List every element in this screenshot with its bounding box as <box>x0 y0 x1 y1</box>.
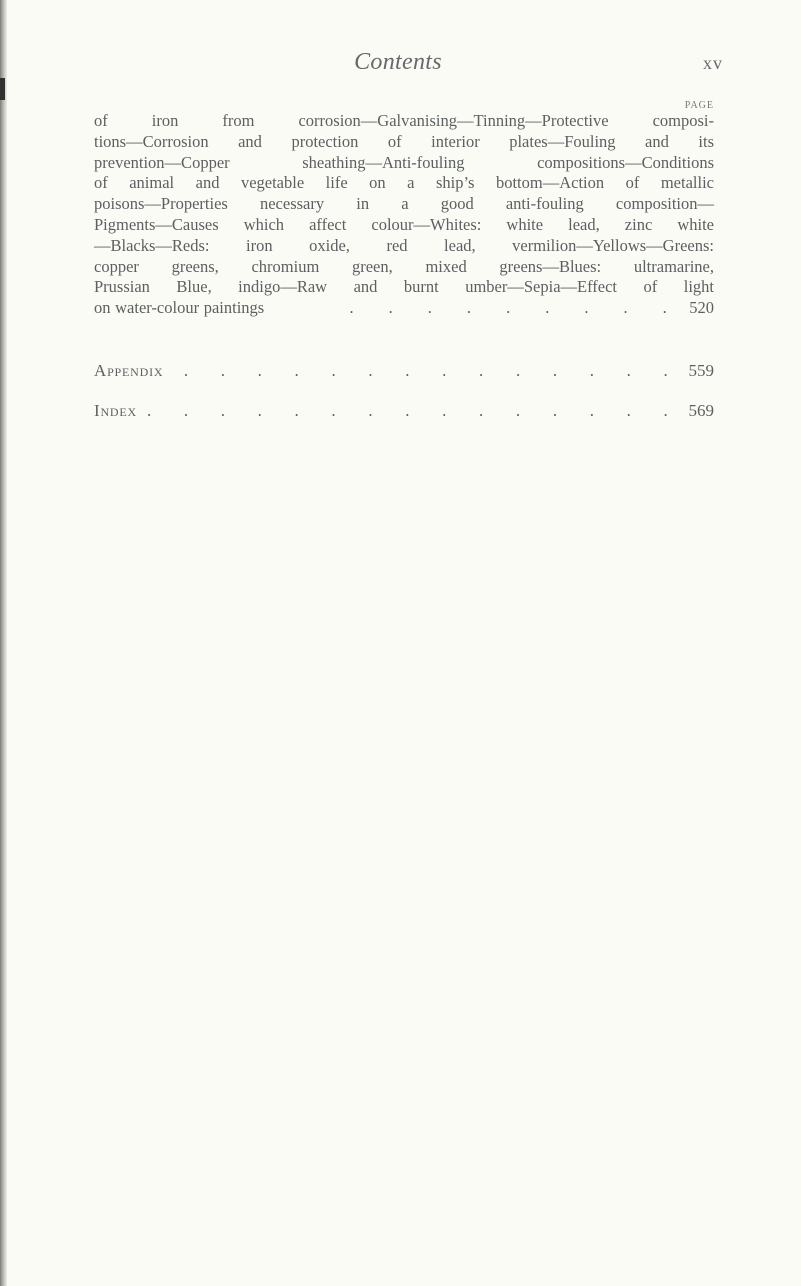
chapter-entry <box>94 111 714 319</box>
entry-line: of iron from corrosion—Galvanising—Tinning—Protective composi- <box>94 111 714 130</box>
index-label: Index <box>94 401 137 420</box>
entry-line: Prussian Blue, indigo—Raw and burnt umber—Sepia—Effect of light <box>94 277 714 297</box>
dot-leader: . . . . . . . . . <box>349 298 682 318</box>
appendix-label: Appendix <box>94 361 164 380</box>
entry-page-number: 520 <box>689 298 714 318</box>
index-entry <box>94 401 714 421</box>
dot-leader: . . . . . . . . . . . . . . <box>183 361 682 380</box>
index-page-number: 569 <box>688 401 714 420</box>
entry-line: copper greens, chromium green, mixed greens—Blues: ultramarine, <box>94 256 714 276</box>
entry-line: —Blacks—Reds: iron oxide, red lead, vermilion—Yellows—Greens: <box>94 235 714 255</box>
dot-leader: . . . . . . . . . . . . . . . <box>146 401 682 420</box>
entry-line: Pigments—Causes which affect colour—Whites: white lead, zinc white <box>94 214 714 234</box>
binding-mark <box>0 78 5 100</box>
appendix-entry <box>94 361 714 381</box>
entry-line: poisons—Properties necessary in a good anti-fouling composition— <box>94 194 714 214</box>
entry-line: tions—Corrosion and protection of interior plates—Fouling and its <box>94 131 714 151</box>
page-column-label: PAGE <box>684 100 714 111</box>
entry-line: of animal and vegetable life on a ship’s bottom—Action of metallic <box>94 173 714 193</box>
page-number: xv <box>703 53 723 73</box>
entry-line: prevention—Copper sheathing—Anti-fouling compositions—Conditions <box>94 152 714 172</box>
running-title: Contents <box>354 49 442 75</box>
entry-line-text: on water-colour paintings <box>94 298 265 318</box>
page-spine-edge <box>0 0 7 1286</box>
appendix-page-number: 559 <box>688 361 714 380</box>
entry-last-line <box>94 298 714 319</box>
